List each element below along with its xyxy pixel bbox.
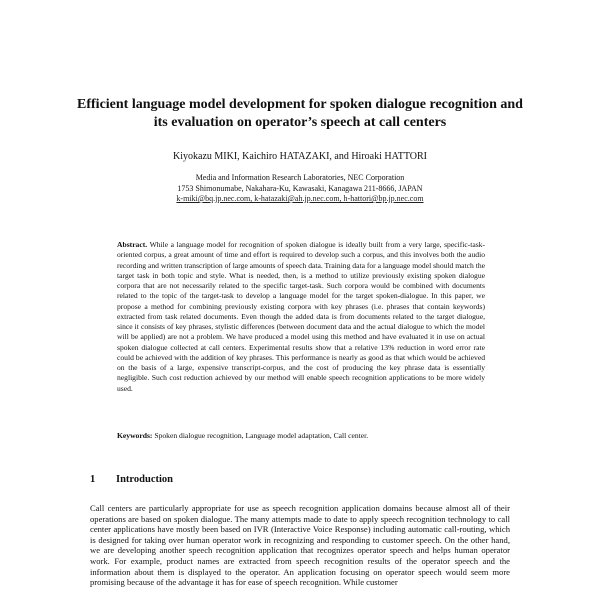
section-number: 1 — [90, 474, 96, 485]
abstract-text: While a language model for recognition of spoken dialogue is ideally built from a very large, specific-task-oriented corpus, a great amount of time and effort is required to develop such a corpus, and this involves both the audio recording and written transcription of large amounts of speech data. Training data for a language model should match the target task in both topic and style. What is needed, then, is a method to utilize previously existing spoken dialogue corpora that are not necessarily related to the specific target-task. Such corpora would be combined with documents related to the topic of the target-task to develop a language model for the target spoken-dialogue. In this paper, we propose a method for combining previously existing corpora with key phrases (i.e. phrases that contain keywords) extracted from task related documents. Even though the added data is from documents related to the target dialogue, since it consists of key phrases, stylistic differences (between document data and the actual dialogue to which the model will be applied) are not a problem. We have produced a model using this method and have evaluated it in use on actual spoken dialogue collected at call centers. Experimental results show that a relative 13% reduction in word error rate could be achieved with the addition of key phrases. This performance is nearly as good as that which would be achieved on the basis of a large, expensive transcript-corpus, and the cost of producing the key phrase data is essentially negligible. Such cost reduction achieved by our method will enable speech recognition applications to be more widely used. — [117, 240, 485, 393]
section-title: Introduction — [116, 474, 173, 485]
affiliation-department: Media and Information Research Laboratories, NEC Corporation — [195, 173, 405, 182]
affiliation-block — [90, 173, 510, 205]
keywords — [117, 431, 485, 441]
keywords-label: Keywords: — [117, 431, 153, 440]
author-emails: k-miki@bq.jp.nec.com, k-hatazaki@ah.jp.nec.com, h-hattori@bp.jp.nec.com — [176, 194, 424, 203]
abstract-label: Abstract. — [117, 240, 148, 249]
author-list: Kiyokazu MIKI, Kaichiro HATAZAKI, and Hiroaki HATTORI — [173, 151, 427, 162]
section-heading — [90, 474, 173, 486]
keywords-text: Spoken dialogue recognition, Language model adaptation, Call center. — [154, 431, 369, 440]
introduction-paragraph: Call centers are particularly appropriate for use as speech recognition application domains because almost all of their operations are based on spoken dialogue. The many attempts made to date to apply speech recognition technology to call center applications have mostly been based on IVR (Interactive Voice Response) including automatic call-routing, which is designed for taking over human operator work in recognizing and responding to customer speech. On the other hand, we are developing another speech recognition application that recognizes operator speech and helps human operator work. For example, product names are extracted from speech recognition results of the operator speech and the information about them is displayed to the operator. An application focusing on operator speech would seem more promising because of the advantage it has for ease of speech recognition. While customer — [90, 503, 510, 588]
paper-title: Efficient language model development for spoken dialogue recognition and its evaluation on operator’s speech at call centers — [77, 97, 523, 130]
affiliation-address: 1753 Shimonumabe, Nakahara-Ku, Kawasaki, Kanagawa 211-8666, JAPAN — [177, 183, 423, 193]
abstract — [117, 240, 485, 394]
